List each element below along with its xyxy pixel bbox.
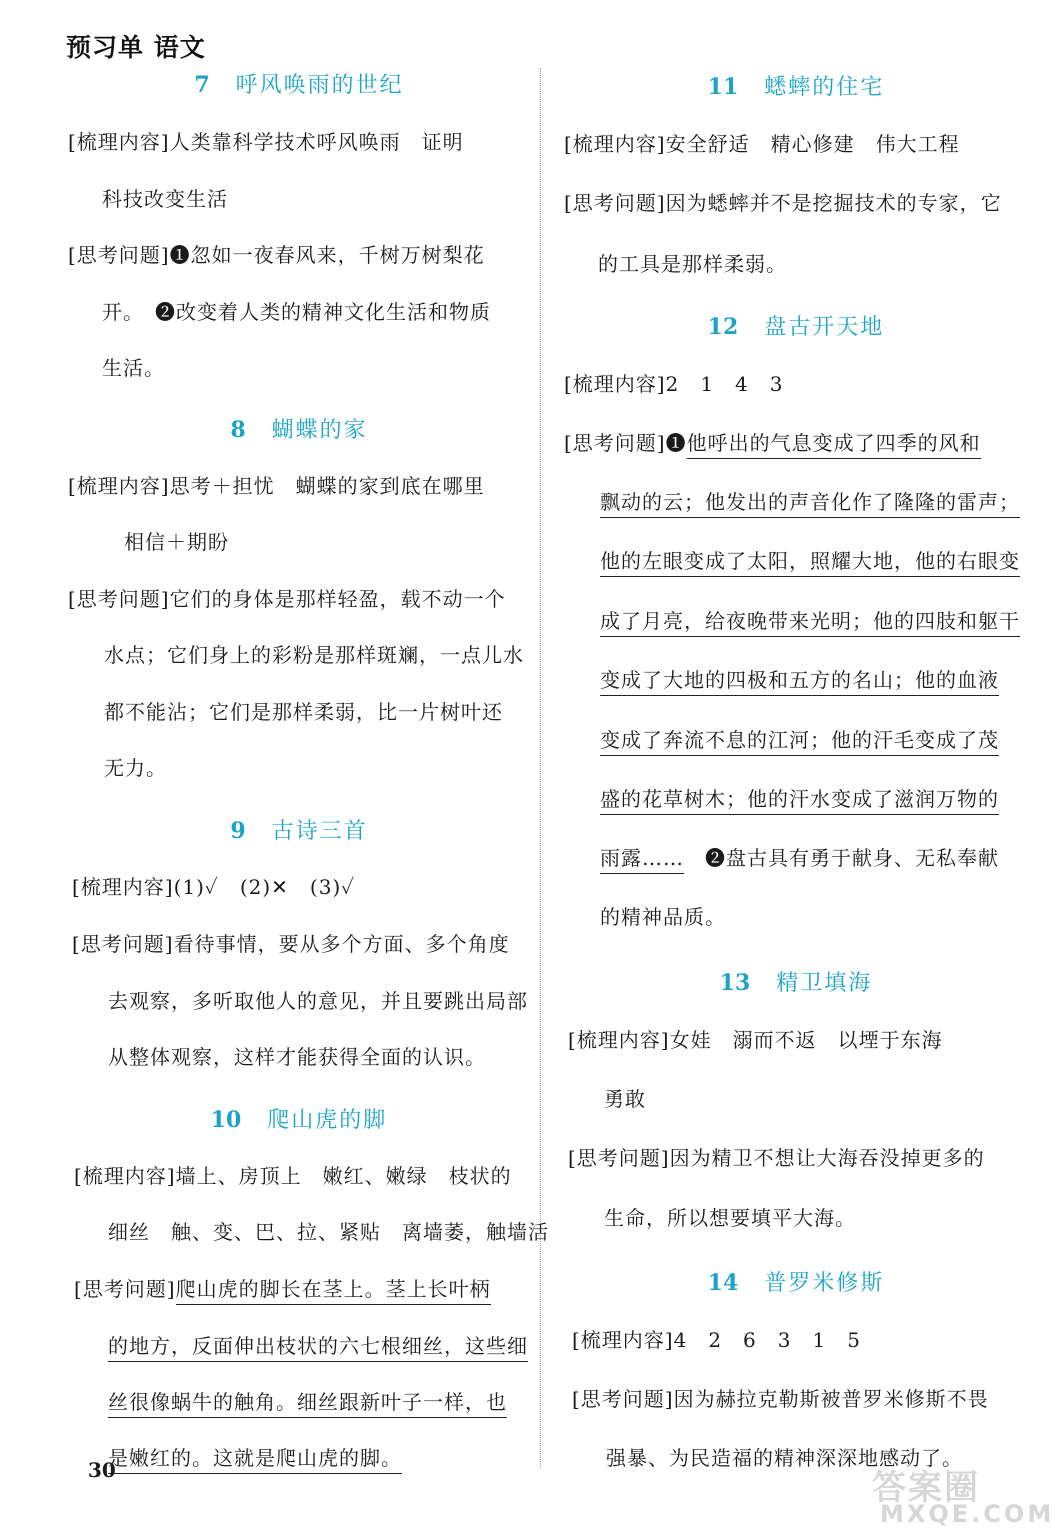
lesson-12-sort-content: [梳理内容]2 1 4 3 bbox=[564, 372, 784, 396]
lesson-12-question-cont: 变成了奔流不息的江河；他的汗毛变成了茂 bbox=[600, 728, 999, 752]
lesson-11-question: [思考问题]因为蟋蟀并不是挖掘技术的专家，它 bbox=[564, 191, 1002, 215]
lesson-10-question-cont: 是嫩红的。这就是爬山虎的脚。 bbox=[108, 1446, 402, 1470]
lesson-10-sort-content-cont: 细丝 触、变、巴、拉、紧贴 离墙萎，触墙活 bbox=[108, 1220, 549, 1244]
lesson-11-question-cont: 的工具是那样柔弱。 bbox=[598, 252, 787, 276]
lesson-14-sort-content: [梳理内容]4 2 6 3 1 5 bbox=[572, 1328, 861, 1352]
lesson-8-sort-content: [梳理内容]思考＋担忧 蝴蝶的家到底在哪里 bbox=[68, 474, 485, 498]
lesson-8-question: [思考问题]它们的身体是那样轻盈，载不动一个 bbox=[68, 587, 506, 611]
lesson-11-sort-content: [梳理内容]安全舒适 精心修建 伟大工程 bbox=[564, 132, 960, 156]
lesson-12-question-cont: 变成了大地的四极和五方的名山；他的血液 bbox=[600, 668, 999, 692]
underlined-answer: 爬山虎的脚长在茎上。茎上长叶柄 bbox=[176, 1277, 491, 1305]
lesson-12-title: 12 盘古开天地 bbox=[707, 314, 885, 340]
lesson-9-sort-content: [梳理内容](1)✓ (2)✕ (3)✓ bbox=[72, 875, 356, 899]
lesson-13-title: 13 精卫填海 bbox=[719, 970, 873, 996]
lesson-12-question-cont: 飘动的云；他发出的声音化作了隆隆的雷声； bbox=[600, 490, 1020, 514]
lesson-10-sort-content: [梳理内容]墙上、房顶上 嫩红、嫩绿 枝状的 bbox=[74, 1164, 512, 1188]
lesson-8-title: 8 蝴蝶的家 bbox=[230, 417, 368, 443]
lesson-7-question-cont: 开。 ❷改变着人类的精神文化生活和物质 bbox=[102, 300, 491, 324]
lesson-10-question: [思考问题]爬山虎的脚长在茎上。茎上长叶柄 bbox=[74, 1277, 491, 1301]
lesson-10-question-cont: 丝很像蜗牛的触角。细丝跟新叶子一样，也 bbox=[108, 1390, 507, 1414]
lesson-13-sort-content-cont: 勇敢 bbox=[604, 1087, 646, 1111]
lesson-10-question-cont: 的地方，反面伸出枝状的六七根细丝，这些细 bbox=[108, 1334, 528, 1358]
lesson-12-question: [思考问题]❶他呼出的气息变成了四季的风和 bbox=[564, 431, 981, 455]
lesson-12-question-cont: 成了月亮，给夜晚带来光明；他的四肢和躯干 bbox=[600, 609, 1020, 633]
page-header: 预习单 语文 bbox=[66, 33, 206, 62]
lesson-10-title: 10 爬山虎的脚 bbox=[210, 1107, 388, 1133]
underlined-answer: 他呼出的气息变成了四季的风和 bbox=[687, 431, 981, 459]
lesson-9-question-cont: 去观察，多听取他人的意见，并且要跳出局部 bbox=[108, 989, 528, 1013]
lesson-9-question-cont: 从整体观察，这样才能获得全面的认识。 bbox=[108, 1045, 486, 1069]
lesson-12-question-cont: 盛的花草树木；他的汗水变成了滋润万物的 bbox=[600, 787, 999, 811]
lesson-9-question: [思考问题]看待事情，要从多个方面、多个角度 bbox=[72, 932, 510, 956]
lesson-13-question-cont: 生命，所以想要填平大海。 bbox=[604, 1206, 856, 1230]
lesson-8-sort-content-cont: 相信＋期盼 bbox=[124, 530, 229, 554]
page-number: 30 bbox=[88, 1458, 116, 1482]
lesson-14-question: [思考问题]因为赫拉克勒斯被普罗米修斯不畏 bbox=[572, 1387, 989, 1411]
lesson-12-question-cont: 的精神品质。 bbox=[600, 905, 726, 929]
lesson-9-title: 9 古诗三首 bbox=[230, 818, 368, 844]
lesson-7-question-cont: 生活。 bbox=[102, 356, 165, 380]
lesson-14-question-cont: 强暴、为民造福的精神深深地感动了。 bbox=[606, 1446, 963, 1470]
lesson-11-title: 11 蟋蟀的住宅 bbox=[707, 74, 885, 100]
lesson-13-sort-content: [梳理内容]女娃 溺而不返 以堙于东海 bbox=[568, 1028, 943, 1052]
lesson-7-sort-content-cont: 科技改变生活 bbox=[102, 187, 228, 211]
lesson-8-question-cont: 无力。 bbox=[104, 756, 167, 780]
watermark-logo: 答案圈 MXQE.COM bbox=[872, 1468, 1055, 1528]
lesson-8-question-cont: 水点；它们身上的彩粉是那样斑斓，一点儿水 bbox=[104, 643, 524, 667]
lesson-12-question-cont: 雨露…… ❷盘古具有勇于献身、无私奉献 bbox=[600, 846, 999, 870]
lesson-13-question: [思考问题]因为精卫不想让大海吞没掉更多的 bbox=[568, 1146, 985, 1170]
lesson-7-question: [思考问题]❶忽如一夜春风来，千树万树梨花 bbox=[68, 243, 485, 267]
lesson-12-question-cont: 他的左眼变成了太阳，照耀大地，他的右眼变 bbox=[600, 549, 1020, 573]
lesson-7-title: 7 呼风唤雨的世纪 bbox=[194, 72, 404, 98]
lesson-7-sort-content: [梳理内容]人类靠科学技术呼风唤雨 证明 bbox=[68, 130, 464, 154]
lesson-8-question-cont: 都不能沾；它们是那样柔弱，比一片树叶还 bbox=[104, 700, 503, 724]
lesson-14-title: 14 普罗米修斯 bbox=[707, 1270, 885, 1296]
column-divider bbox=[540, 68, 541, 1468]
